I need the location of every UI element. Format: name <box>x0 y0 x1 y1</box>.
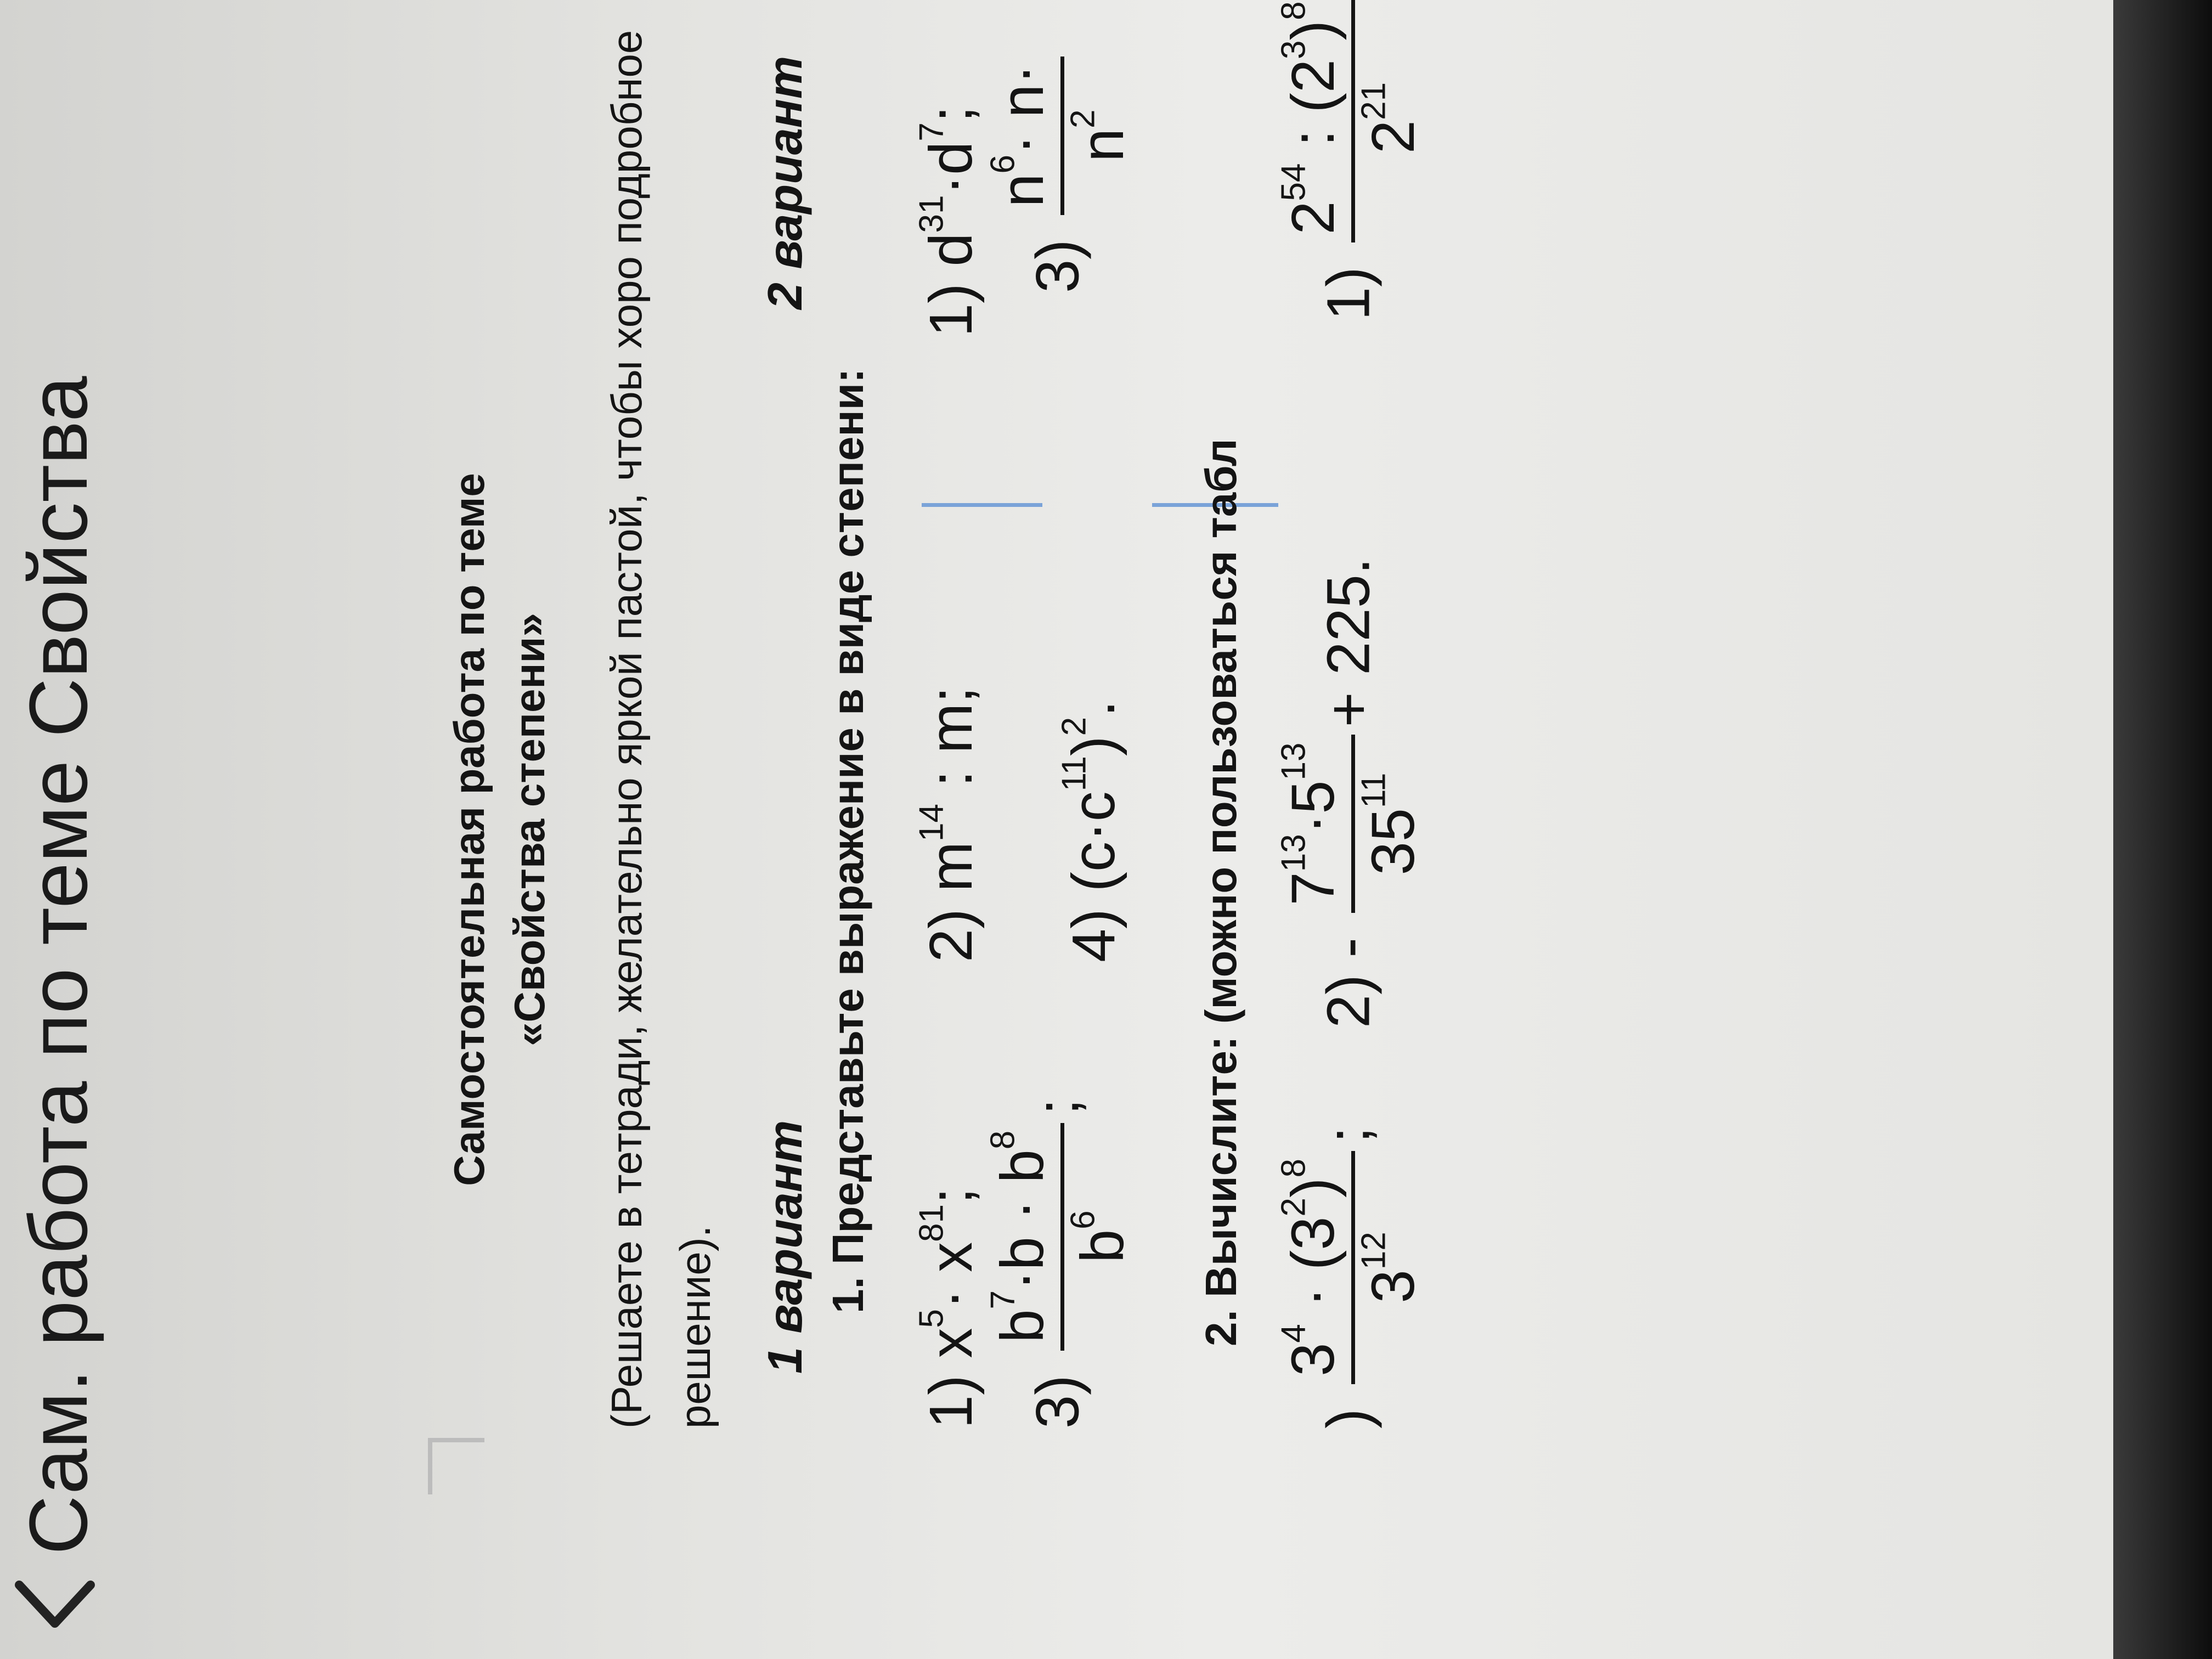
fraction: $b^7\cdot b \cdot b^8$ $b^6$ <box>988 1123 1137 1351</box>
fraction: $3^4 \cdot (3^2)^8$ $3^{12}$ <box>1278 1151 1428 1384</box>
v1-t2-expression-2: 2) - $7^{13}\cdot 5^{13}$ $35^{11}$ + 225. <box>1274 557 1427 1028</box>
blue-divider-line <box>922 503 1042 507</box>
screen-bezel <box>2113 0 2212 1659</box>
v2-t2-expression-1: 1) $2^{54}$ : $(2^3)^8$ $2^{21}$ <box>1278 0 1428 320</box>
task-1-text: 1. Представьте выражение в виде степени: <box>823 368 872 1313</box>
app-bar <box>0 0 143 1659</box>
variant-2-heading: 2 вариант <box>758 55 812 309</box>
v1-t1-expression-4: 4) $(c\cdot c^{11})^2$. <box>1055 700 1127 962</box>
fraction: $n^6\cdot n\cdot$ $n^2$ <box>988 57 1137 215</box>
document-title: Сам. работа по теме Свойства <box>12 376 104 1555</box>
chevron-left-icon[interactable] <box>11 1571 99 1637</box>
v1-t1-expression-3: 3) $b^7\cdot b \cdot b^8$ $b^6$ ; <box>984 1098 1136 1429</box>
fraction: $2^{54}$ : $(2^3)^8$ $2^{21}$ <box>1278 0 1428 242</box>
v1-t2-expression-1: ) $3^4 \cdot (3^2)^8$ $3^{12}$ ; <box>1274 1126 1427 1429</box>
instructions: (Решаете в тетради, желательно яркой пастой, чтобы хоро подробное решение). <box>602 30 719 1429</box>
v1-t1-expression-1: 1) $x^5\cdot x^{81}$; <box>912 1187 985 1429</box>
worksheet-title: Самостоятельная работа по теме <box>445 473 493 1186</box>
worksheet-subtitle: «Свойства степени» <box>505 613 554 1046</box>
v2-t1-expression-3: 3) $n^6\cdot n\cdot$ $n^2$ <box>988 49 1137 293</box>
v1-t1-expression-2: 2) $m^{14}$ : m; <box>912 686 985 962</box>
variant-1-heading: 1 вариант <box>758 1120 812 1374</box>
document-body <box>433 0 2079 1659</box>
task-2-text: 2. Вычислите: (можно пользоваться табл <box>1197 438 1245 1346</box>
fraction: $7^{13}\cdot 5^{13}$ $35^{11}$ <box>1278 735 1428 913</box>
v2-t1-expression-1: 1) $d^{31}\cdot d^7$; <box>912 105 985 337</box>
